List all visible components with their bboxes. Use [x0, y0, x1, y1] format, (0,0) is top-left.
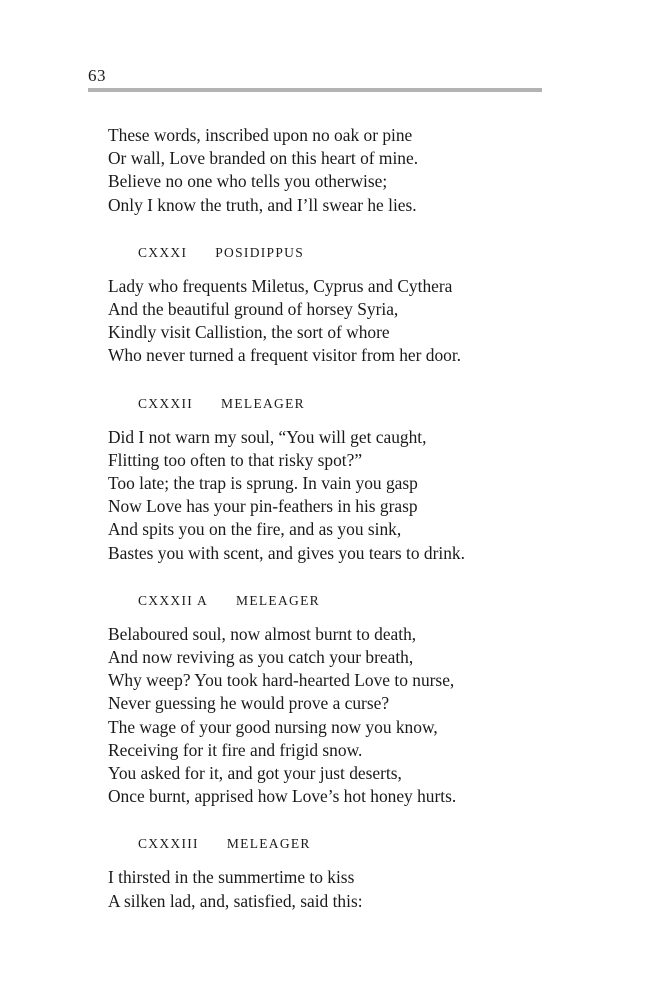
- poem-line: The wage of your good nursing now you know,: [108, 716, 438, 737]
- poem-line: And the beautiful ground of horsey Syria,: [108, 299, 399, 320]
- poem-line: Now Love has your pin-feathers in his grasp: [108, 496, 418, 517]
- poem-line: And now reviving as you catch your breath,: [108, 647, 414, 668]
- epigram-heading: [108, 243, 608, 263]
- poem-line: Or wall, Love branded on this heart of mine.: [108, 148, 419, 169]
- epigram-number: CXXXII: [138, 395, 194, 411]
- poem-line: Receiving for it fire and frigid snow.: [108, 739, 363, 760]
- poem-line: Belaboured soul, now almost burnt to death,: [108, 623, 417, 644]
- poem-stanza: [108, 426, 608, 565]
- poem-line: Did I not warn my soul, “You will get caught,: [108, 426, 427, 447]
- page-number: 63: [88, 66, 106, 85]
- poem-stanza: [108, 275, 608, 368]
- epigram-author: MELEAGER: [236, 592, 320, 608]
- poem-line: Who never turned a frequent visitor from her door.: [108, 345, 462, 366]
- poem-line: Bastes you with scent, and gives you tears to drink.: [108, 542, 465, 563]
- poem-stanza: [108, 124, 608, 217]
- poem-line: Why weep? You took hard-hearted Love to nurse,: [108, 670, 455, 691]
- poem-line: Never guessing he would prove a curse?: [108, 693, 390, 714]
- epigram-heading: [108, 834, 608, 854]
- poem-line: Too late; the trap is sprung. In vain you gasp: [108, 473, 418, 494]
- poem-stanza: [108, 866, 608, 912]
- poem-line: Kindly visit Callistion, the sort of whore: [108, 322, 390, 343]
- poem-body: [108, 124, 608, 913]
- epigram-author: POSIDIPPUS: [215, 244, 305, 260]
- epigram-heading: [108, 591, 608, 611]
- poem-line: Lady who frequents Miletus, Cyprus and Cythera: [108, 275, 453, 296]
- poem-line: Once burnt, apprised how Love’s hot honey hurts.: [108, 786, 457, 807]
- epigram-number: CXXXIII: [138, 836, 199, 852]
- poem-line: Believe no one who tells you otherwise;: [108, 171, 388, 192]
- epigram-number: CXXXII A: [138, 592, 209, 608]
- epigram-author: MELEAGER: [226, 836, 311, 852]
- poem-line: These words, inscribed upon no oak or pine: [108, 125, 413, 145]
- poem-line: And spits you on the fire, and as you sink,: [108, 519, 402, 540]
- poem-line: Flitting too often to that risky spot?”: [108, 449, 363, 470]
- poem-stanza: [108, 623, 608, 809]
- poem-line: A silken lad, and, satisfied, said this:: [108, 890, 363, 911]
- poem-line: You asked for it, and got your just deserts,: [108, 763, 402, 784]
- epigram-author: MELEAGER: [221, 395, 305, 411]
- epigram-heading: [108, 394, 608, 414]
- header-rule: [88, 88, 542, 92]
- poem-line: Only I know the truth, and I’ll swear he lies.: [108, 194, 417, 215]
- poem-line: I thirsted in the summertime to kiss: [108, 867, 355, 888]
- epigram-number: CXXXI: [138, 244, 188, 260]
